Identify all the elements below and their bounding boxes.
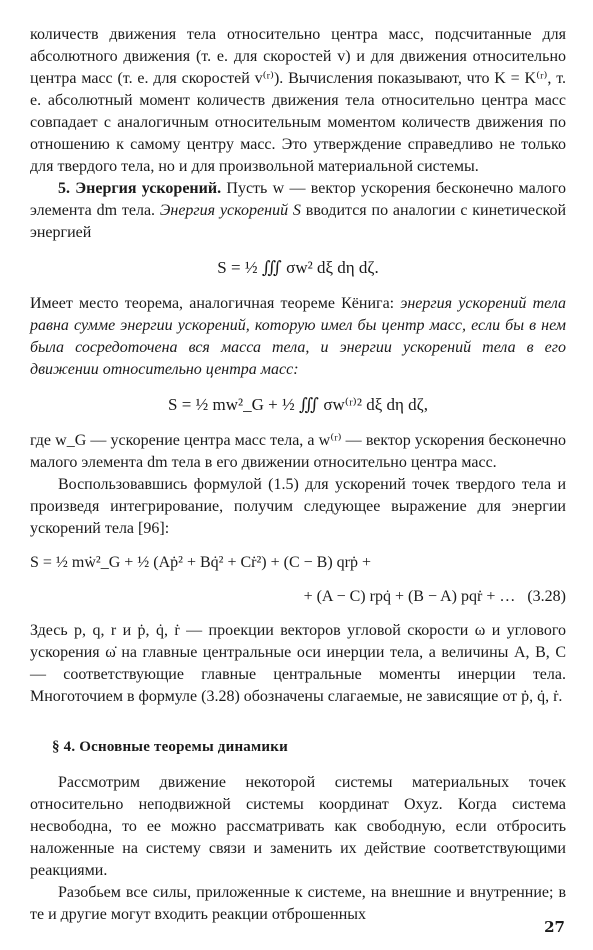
paragraph-koenig-theorem bbox=[30, 293, 566, 381]
formula-3-28-line-2 bbox=[30, 582, 566, 612]
formula-3-28-line-2-text: + (A − C) rpq̇ + (B − A) pqṙ + … bbox=[303, 588, 516, 605]
paragraph-3-italic: энергия ускорений тела равна сумме энергии ускорений, которую имел бы центр масс, если бы в нем была сосредоточена вся масса тела, и энергии ускорений тела в его движении относительно центра масс: bbox=[30, 295, 566, 378]
page-number: 27 bbox=[544, 918, 565, 936]
subsection-title: 5. Энергия ускорений. bbox=[58, 180, 222, 197]
paragraph-forces: Разобьем все силы, приложенные к системе, на внешние и внутренние; в те и другие могут входить реакции отброшенных bbox=[30, 884, 566, 923]
paragraph-1: количеств движения тела относительно центра масс, подсчитанные для абсолютного движения (т. е. для скоростей v) и для движения относительно центра масс (т. е. для скоростей v⁽ʳ⁾). Вычисления показывают, что K = K⁽ʳ⁾, т. е. абсолютный момент количеств движения тела относительно центра масс совпадает с аналогичным относительным моментом количеств движения по отношению к самому центру масс. Это утверждение справедливо не только для твердого тела, но и для произвольной материальной системы. bbox=[30, 26, 566, 175]
paragraph-2-italic: Энергия ускорений S bbox=[159, 202, 301, 219]
paragraph-energy-of-accelerations bbox=[30, 178, 566, 244]
formula-3-28-line-1: S = ½ mẇ²_G + ½ (Aṗ² + Bq̇² + Cṙ²) + (C − B) qrṗ + bbox=[30, 554, 372, 571]
section-heading: § 4. Основные теоремы динамики bbox=[52, 739, 288, 755]
paragraph-projections: Здесь p, q, r и ṗ, q̇, ṙ — проекции векторов угловой скорости ω и углового ускорения ω̇ на главные центральные оси инерции тела, а величины A, B, C — соответствующие главные центральные моменты инерции тела. Многоточием в формуле (3.28) обозначены слагаемые, не зависящие от ṗ, q̇, ṙ. bbox=[30, 622, 566, 705]
paragraph-2-text-a: Пусть w — вектор ускорения бесконечно малого элемента dm тела. bbox=[30, 180, 567, 219]
paragraph-system-of-points: Рассмотрим движение некоторой системы материальных точек относительно неподвижной системы координат Oxyz. Когда система несвободна, то ее можно рассматривать как свободную, если отбросить наложенные на систему связи и заменить их действие соответствующими реакциями. bbox=[30, 774, 566, 879]
paragraph-2-text-b: вводится по аналогии с кинетической энергией bbox=[30, 202, 567, 241]
page-body bbox=[30, 24, 566, 926]
paragraph-3-text: Имеет место теорема, аналогичная теореме Кёнига: bbox=[30, 295, 401, 312]
equation-number: (3.28) bbox=[527, 588, 566, 605]
paragraph-using-formula: Воспользовавшись формулой (1.5) для ускорений точек твердого тела и произведя интегрирование, получим следующее выражение для энергии ускорений тела [96]: bbox=[30, 476, 566, 537]
formula-energy-of-accelerations: S = ½ ∭ σw² dξ dη dζ. bbox=[217, 258, 379, 277]
formula-koenig: S = ½ mw²_G + ½ ∭ σw⁽ʳ⁾² dξ dη dζ, bbox=[168, 395, 428, 414]
paragraph-where: где w_G — ускорение центра масс тела, а w⁽ʳ⁾ — вектор ускорения бесконечно малого элемента dm тела в его движении относительно центра масс. bbox=[30, 432, 566, 471]
